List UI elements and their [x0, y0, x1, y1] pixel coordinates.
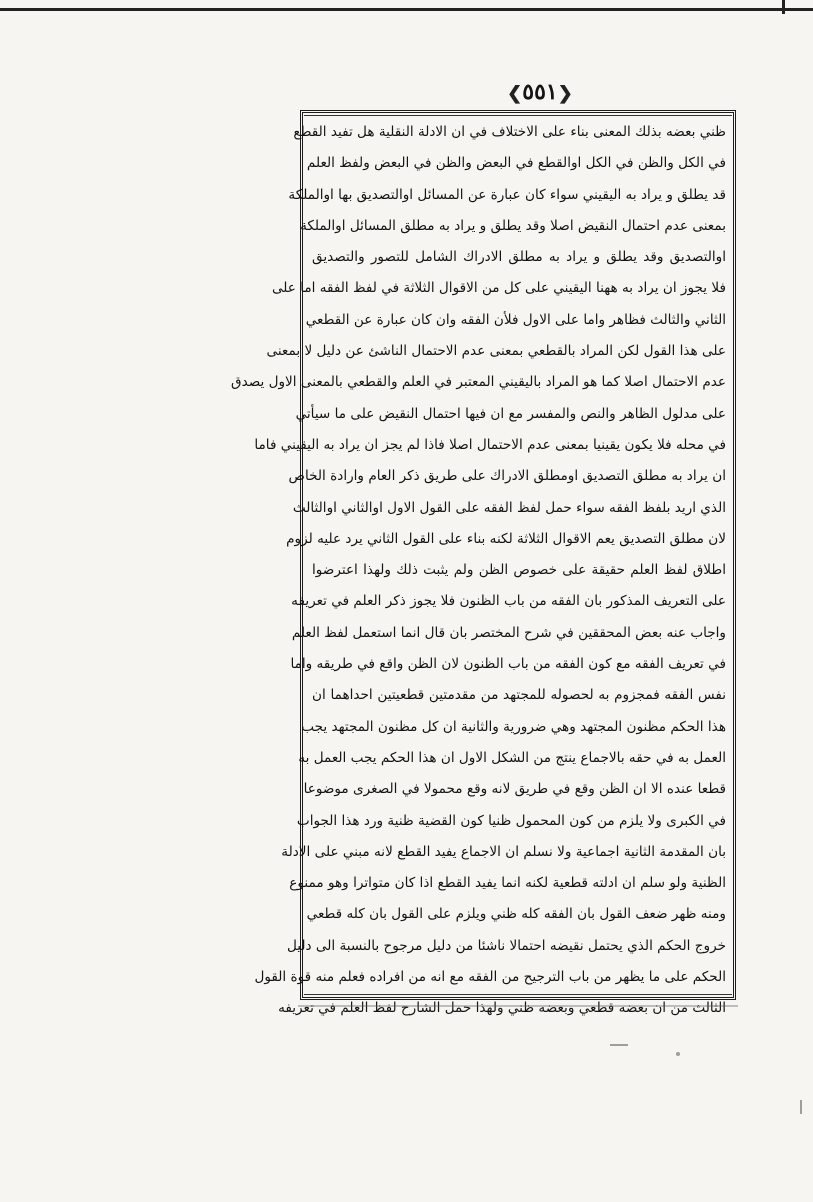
text-line: في الكبرى ولا يلزم من كون المحمول ظنيا كون القضية ظنية ورد هذا الجواب [296, 812, 726, 829]
text-line: ظني بعضه بذلك المعنى بناء على الاختلاف في ان الادلة النقلية هل تفيد القطع [293, 124, 726, 140]
text-line: خروج الحكم الذي يحتمل نقيضه احتمالا ناشئا من دليل مرجوح بالنسبة الى دليل [286, 937, 726, 954]
page-number [490, 72, 590, 112]
text-line: ان يراد به مطلق التصديق اومطلق الادراك على طريق ذكر العام وارادة الخاص [288, 468, 726, 485]
scan-speck [676, 1052, 680, 1056]
text-line: الثالث من ان بعضه قطعي وبعضه ظني ولهذا حمل الشارح لفظ العلم في تعريفه [278, 1000, 726, 1017]
text-line: الحكم على ما يظهر من باب الترجيح من الفقه مع انه من افراده فعلم منه قوة القول [254, 969, 726, 986]
text-line: في تعريف الفقه مع كون الفقه من باب الظنون لان الظن واقع في طريقه واما [290, 656, 726, 673]
text-line: قطعا عنده الا ان الظن وقع في طريق لانه وقع محمولا في الصغرى موضوعا [303, 781, 726, 798]
text-line: نفس الفقه فمجزوم به لحصوله للمجتهد من مقدمتين قطعيتين احداهما ان [312, 687, 726, 704]
scan-speck [298, 1005, 738, 1007]
text-line: ومنه ظهر ضعف القول بان الفقه كله ظني ويلزم على القول بان كله قطعي [306, 906, 726, 923]
text-line: على التعريف المذكور بان الفقه من باب الظنون فلا يجوز ذكر العلم في تعريفه [291, 593, 726, 610]
text-line: اوالتصديق وقد يطلق و يراد به مطلق الادراك الشامل للتصور والتصديق [312, 249, 726, 266]
text-line: قد يطلق و يراد به اليقيني سواء كان عبارة عن المسائل اوالتصديق بها اوالملكة [288, 186, 726, 203]
top-border-rule [0, 8, 813, 11]
left-ornament-icon: ❮ [507, 83, 523, 104]
text-line: واجاب عنه بعض المحققين في شرح المختصر بان قال انما استعمل لفظ العلم [291, 624, 726, 641]
text-line: على هذا القول لكن المراد بالقطعي بمعنى عدم الاحتمال الناشئ عن دليل لا بمعنى [266, 343, 726, 360]
text-line: لان مطلق التصديق يعم الاقوال الثلاثة لكنه بناء على القول الثاني يرد عليه لزوم [286, 530, 726, 547]
text-line: عدم الاحتمال اصلا كما هو المراد باليقيني المعتبر في العلم والقطعي بالمعنى الاول يصدق [231, 374, 726, 391]
text-line: العمل به في حقه بالاجماع ينتج من الشكل الاول ان هذا الحكم يجب العمل به [298, 749, 726, 766]
text-line: الظنية ولو سلم ان ادلته قطعية لكنه انما يفيد القطع اذا كان متواترا وهو ممنوع [289, 875, 726, 892]
text-line: الثاني والثالث فظاهر واما على الاول فلأن الفقه وان كان عبارة عن القطعي [305, 311, 726, 328]
main-text-block [231, 117, 726, 1017]
text-line: في محله فلا يكون يقينيا بمعنى عدم الاحتمال اصلا فاذا لم يجز ان يراد به اليقيني فاما [254, 436, 726, 453]
right-ornament-icon: ❯ [557, 83, 573, 104]
page-number-text: ٥٥١ [522, 79, 558, 105]
text-line: في الكل والظن في الكل اوالقطع في البعض والظن في البعض ولفظ العلم [306, 155, 726, 172]
text-line: بمعنى عدم احتمال النقيض اصلا وقد يطلق و يراد به مطلق المسائل اوالملكة [300, 217, 726, 234]
scan-speck [800, 1100, 802, 1114]
text-line: بان المقدمة الثانية اجماعية ولا نسلم ان الاجماع يفيد القطع لانه مبني على الادلة [281, 843, 726, 860]
top-corner-tick [782, 0, 785, 14]
text-line: فلا يجوز ان يراد به ههنا اليقيني على كل من الاقوال الثلاثة في لفظ الفقه اما على [271, 280, 726, 297]
scan-speck [610, 1044, 628, 1046]
text-line: هذا الحكم مظنون المجتهد وهي ضرورية والثانية ان كل مظنون المجتهد يجب [301, 718, 726, 735]
text-line: اطلاق لفظ العلم حقيقة على خصوص الظن ولم يثبت ذلك ولهذا اعترضوا [312, 562, 726, 579]
text-line: الذي اريد بلفظ الفقه سواء حمل لفظ الفقه على القول الاول اوالثاني اوالثالث [292, 499, 726, 516]
text-line: على مدلول الظاهر والنص والمفسر مع ان فيها احتمال النقيض على ما سيأتي [295, 405, 726, 422]
